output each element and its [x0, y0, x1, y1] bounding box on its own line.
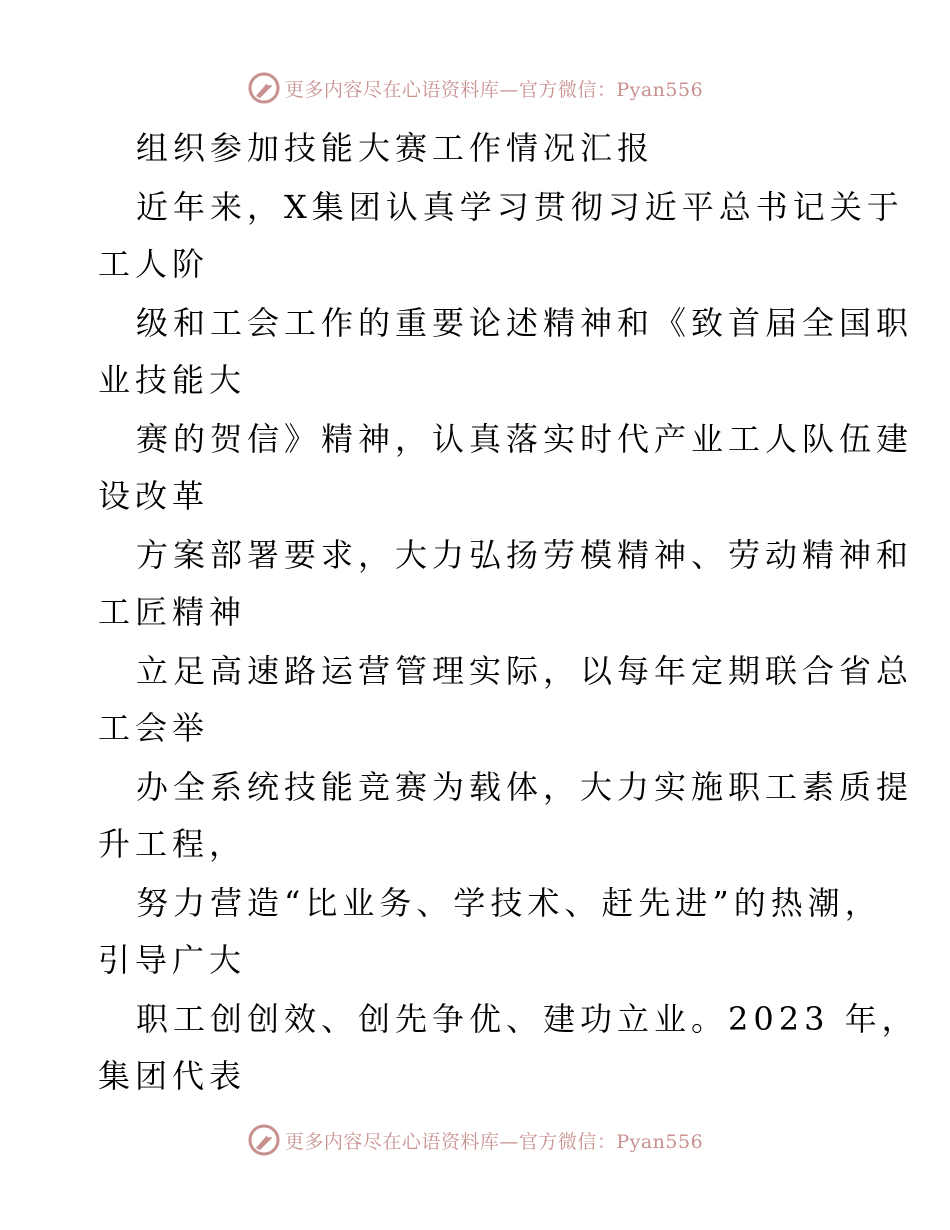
paragraph-line: 近年来，X集团认真学习贯彻习近平总书记关于 — [136, 188, 904, 226]
pen-nib-logo-icon — [247, 71, 281, 105]
paragraph-line: 级和工会工作的重要论述精神和《致首届全国职 — [136, 304, 914, 342]
watermark-text: 更多内容尽在心语资料库—官方微信：Pyan556 — [284, 1130, 704, 1153]
paragraph-line: 引导广大 — [98, 941, 247, 979]
pen-nib-logo-icon — [247, 1123, 281, 1157]
paragraph-line: 办全系统技能竞赛为载体，大力实施职工素质提 — [136, 768, 914, 806]
watermark-text: 更多内容尽在心语资料库—官方微信：Pyan556 — [284, 78, 704, 101]
paragraph-line: 工人阶 — [98, 245, 210, 283]
paragraph-line: 业技能大 — [98, 361, 247, 399]
paragraph-line: 集团代表 — [98, 1057, 247, 1095]
top-watermark-banner — [0, 68, 950, 108]
paragraph-line: 立足高速路运营管理实际，以每年定期联合省总 — [136, 652, 914, 690]
bottom-watermark-banner — [0, 1120, 950, 1160]
document-title: 组织参加技能大赛工作情况汇报 — [136, 129, 655, 167]
paragraph-line: 升工程， — [98, 825, 247, 863]
paragraph-line: 设改革 — [98, 477, 210, 515]
paragraph-line: 方案部署要求，大力弘扬劳模精神、劳动精神和 — [136, 536, 914, 574]
paragraph-line: 赛的贺信》精神，认真落实时代产业工人队伍建 — [136, 420, 914, 458]
paragraph-line: 工会举 — [98, 709, 210, 747]
paragraph-line: 工匠精神 — [98, 593, 247, 631]
paragraph-line: 职工创创效、创先争优、建功立业。2023 年， — [136, 1000, 919, 1038]
paragraph-line: 努力营造“比业务、学技术、赶先进”的热潮， — [136, 884, 882, 922]
